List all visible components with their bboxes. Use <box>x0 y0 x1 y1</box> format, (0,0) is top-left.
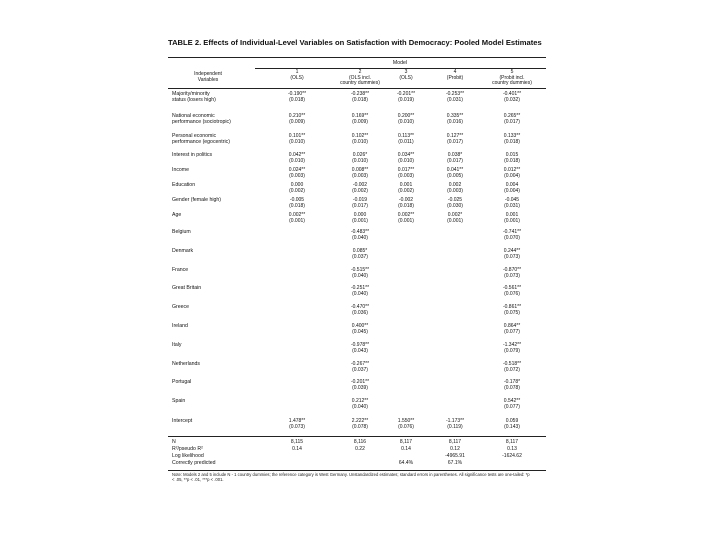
table-cell-estimate: 1.550** <box>397 418 415 424</box>
summary-cell: 8,115 <box>290 439 304 445</box>
table-cell-std-error: (0.045) <box>352 328 368 335</box>
table-cell-std-error: (0.010) <box>352 157 368 164</box>
table-cell-std-error: (0.018) <box>504 138 520 145</box>
table-cell-estimate: 0.542** <box>503 398 521 404</box>
table-cell-estimate: 0.041** <box>446 167 464 173</box>
table-cell-estimate: 0.002** <box>288 212 306 218</box>
table-cell-estimate: 0.008** <box>351 167 369 173</box>
table-cell-estimate: 0.017** <box>397 167 415 173</box>
table-cell-std-error: (0.003) <box>447 187 463 194</box>
table-cell-estimate: -0.178* <box>503 379 521 385</box>
summary-cell: 8,117 <box>505 439 519 445</box>
row-label: Majority/minority <box>172 91 210 97</box>
table-cell-std-error: (0.031) <box>447 96 463 103</box>
table-cell-estimate: -1.173** <box>445 418 465 424</box>
row-label: Belgium <box>172 229 191 235</box>
table-cell-std-error: (0.040) <box>352 272 368 279</box>
table-cell-std-error: (0.016) <box>447 118 463 125</box>
row-label: Denmark <box>172 248 194 254</box>
table-cell-std-error: (0.009) <box>352 118 368 125</box>
row-label: France <box>172 267 189 273</box>
table-cell-estimate: 0.400** <box>351 323 369 329</box>
table-cell-std-error: (0.002) <box>398 187 414 194</box>
table-cell-estimate: 0.001 <box>505 212 519 218</box>
table-cell-std-error: (0.036) <box>352 309 368 316</box>
table-cell-estimate: -0.002 <box>398 197 414 203</box>
table-cell-estimate: -0.005 <box>289 197 305 203</box>
table-cell-std-error: (0.003) <box>352 172 368 179</box>
table-cell-std-error: (0.010) <box>289 138 305 145</box>
row-label: status (losers high) <box>172 96 216 103</box>
title-rule <box>168 57 546 58</box>
model-spanner-rule <box>255 68 546 69</box>
column-header-1: 1 (OLS) <box>290 69 304 81</box>
table-cell-std-error: (0.040) <box>352 234 368 241</box>
table-cell-std-error: (0.077) <box>504 328 520 335</box>
table-cell-estimate: 0.002** <box>397 212 415 218</box>
column-header-0: Independent Variables <box>194 71 222 83</box>
table-cell-estimate: -0.870** <box>502 267 522 273</box>
table-cell-std-error: (0.039) <box>352 384 368 391</box>
table-cell-estimate: -0.045 <box>504 197 520 203</box>
table-cell-std-error: (0.075) <box>504 309 520 316</box>
table-cell-std-error: (0.076) <box>504 290 520 297</box>
table-cell-estimate: 0.169** <box>351 113 369 119</box>
row-label: Intercept <box>172 418 193 424</box>
header-rule <box>168 88 546 89</box>
table-cell-estimate: 0.000 <box>290 182 304 188</box>
row-label: National economic <box>172 113 215 119</box>
row-label: Great Britain <box>172 285 202 291</box>
table-cell-estimate: 0.004 <box>505 182 519 188</box>
table-cell-estimate: 0.102** <box>351 133 369 139</box>
table-cell-std-error: (0.010) <box>398 157 414 164</box>
table-cell-estimate: -0.978** <box>350 342 370 348</box>
row-label: performance (egocentric) <box>172 138 230 145</box>
table-cell-estimate: -0.238** <box>350 91 370 97</box>
table-cell-estimate: 0.101** <box>288 133 306 139</box>
table-cell-estimate: 1.478** <box>288 418 306 424</box>
table-cell-estimate: -0.251** <box>350 285 370 291</box>
table-cell-estimate: 0.212** <box>351 398 369 404</box>
table-cell-estimate: 0.034** <box>397 152 415 158</box>
summary-cell: 0.14 <box>401 446 411 452</box>
table-cell-estimate: -0.253** <box>445 91 465 97</box>
table-cell-std-error: (0.018) <box>504 157 520 164</box>
table-cell-estimate: -0.025 <box>447 197 463 203</box>
table-cell-estimate: 0.012** <box>503 167 521 173</box>
table-cell-estimate: -0.002 <box>352 182 368 188</box>
row-label: Ireland <box>172 323 188 329</box>
summary-cell: 0.22 <box>355 446 365 452</box>
table-cell-std-error: (0.070) <box>504 234 520 241</box>
table-cell-estimate: -0.741** <box>502 229 522 235</box>
table-cell-std-error: (0.001) <box>352 217 368 224</box>
table-cell-std-error: (0.043) <box>352 347 368 354</box>
table-cell-estimate: -0.190** <box>287 91 307 97</box>
table-cell-estimate: 0.133** <box>503 133 521 139</box>
table-cell-std-error: (0.077) <box>504 403 520 410</box>
row-label: Portugal <box>172 379 192 385</box>
table-cell-estimate: 0.001 <box>399 182 413 188</box>
table-cell-estimate: -0.201** <box>350 379 370 385</box>
column-header-5: 5 (Probit incl. country dummies) <box>492 69 532 87</box>
table-cell-std-error: (0.040) <box>352 290 368 297</box>
table-cell-std-error: (0.032) <box>504 96 520 103</box>
table-cell-estimate: -0.861** <box>502 304 522 310</box>
table-cell-std-error: (0.003) <box>289 172 305 179</box>
summary-label: Correctly predicted <box>172 460 216 466</box>
column-header-2: 2 (OLS incl. country dummies) <box>340 69 380 87</box>
table-cell-std-error: (0.031) <box>504 202 520 209</box>
table-cell-estimate: 0.127** <box>446 133 464 139</box>
table-cell-std-error: (0.001) <box>289 217 305 224</box>
summary-cell: 67.1% <box>447 460 463 466</box>
table-cell-estimate: -0.515** <box>350 267 370 273</box>
table-cell-std-error: (0.010) <box>289 157 305 164</box>
summary-cell: 64.4% <box>398 460 414 466</box>
table-cell-estimate: -0.201** <box>396 91 416 97</box>
table-cell-std-error: (0.018) <box>352 96 368 103</box>
table-cell-estimate: -0.561** <box>502 285 522 291</box>
table-cell-std-error: (0.017) <box>447 138 463 145</box>
table-cell-estimate: 0.085* <box>352 248 368 254</box>
table-cell-estimate: 0.335** <box>446 113 464 119</box>
bottom-rule <box>168 470 546 471</box>
row-label: Greece <box>172 304 190 310</box>
table-cell-estimate: 0.026* <box>352 152 368 158</box>
summary-cell: -4965.91 <box>445 453 465 459</box>
summary-cell: 0.13 <box>507 446 517 452</box>
table-cell-estimate: 0.038* <box>447 152 463 158</box>
row-label: Personal economic <box>172 133 217 139</box>
row-label: Gender (female high) <box>172 197 222 203</box>
row-label: performance (sociotropic) <box>172 118 231 125</box>
table-cell-std-error: (0.011) <box>398 138 414 145</box>
table-cell-estimate: 0.113** <box>397 133 415 139</box>
table-cell-estimate: 0.265** <box>503 113 521 119</box>
table-cell-std-error: (0.040) <box>352 403 368 410</box>
table-cell-std-error: (0.017) <box>447 157 463 164</box>
table-cell-estimate: 0.015 <box>505 152 519 158</box>
table-cell-std-error: (0.002) <box>352 187 368 194</box>
column-header-4: 4 (Probit) <box>446 69 464 81</box>
summary-cell: -1624.62 <box>502 453 522 459</box>
table-cell-estimate: 2.222** <box>351 418 369 424</box>
table-cell-std-error: (0.001) <box>504 217 520 224</box>
summary-cell: 0.12 <box>450 446 460 452</box>
table-cell-std-error: (0.018) <box>289 202 305 209</box>
summary-cell: 8,117 <box>448 439 462 445</box>
column-header-3: 3 (OLS) <box>399 69 413 81</box>
table-cell-estimate: 0.042** <box>288 152 306 158</box>
table-cell-estimate: -1.342** <box>502 342 522 348</box>
table-cell-estimate: -0.019 <box>352 197 368 203</box>
table-cell-std-error: (0.009) <box>289 118 305 125</box>
table-cell-std-error: (0.018) <box>398 202 414 209</box>
table-cell-estimate: 0.024** <box>288 167 306 173</box>
table-cell-estimate: -0.267** <box>350 361 370 367</box>
model-spanner-label: Model <box>392 60 408 66</box>
summary-label: Log likelihood <box>172 453 204 459</box>
table-cell-std-error: (0.004) <box>504 172 520 179</box>
table-cell-std-error: (0.018) <box>289 96 305 103</box>
table-cell-std-error: (0.004) <box>504 187 520 194</box>
summary-cell: 8,116 <box>353 439 367 445</box>
summary-label: N <box>172 439 176 445</box>
table-cell-std-error: (0.079) <box>504 347 520 354</box>
table-cell-std-error: (0.001) <box>398 217 414 224</box>
row-label: Income <box>172 167 190 173</box>
row-label: Spain <box>172 398 186 404</box>
row-label: Italy <box>172 342 182 348</box>
table-cell-std-error: (0.010) <box>352 138 368 145</box>
table-title: TABLE 2. Effects of Individual-Level Variables on Satisfaction with Democracy: Pooled Model Estimates <box>168 38 542 47</box>
table-cell-std-error: (0.030) <box>447 202 463 209</box>
table-cell-std-error: (0.002) <box>289 187 305 194</box>
table-cell-estimate: 0.002 <box>448 182 462 188</box>
table-cell-std-error: (0.001) <box>447 217 463 224</box>
table-cell-estimate: 0.002* <box>447 212 463 218</box>
table-cell-estimate: -0.518** <box>502 361 522 367</box>
table-cell-std-error: (0.037) <box>352 366 368 373</box>
table-cell-std-error: (0.010) <box>398 118 414 125</box>
summary-cell: 0.14 <box>292 446 302 452</box>
table-cell-std-error: (0.005) <box>447 172 463 179</box>
table-cell-std-error: (0.073) <box>504 253 520 260</box>
table-cell-estimate: 0.210** <box>288 113 306 119</box>
table-note: Note: Models 2 and 5 include N - 1 country dummies; the reference category is West Germany. Unstandardized estimates; standard errors in parentheses. All significance tests are one-tailed: *p < .05, **p < .01, ***p < .001. <box>172 472 530 483</box>
table-cell-std-error: (0.003) <box>398 172 414 179</box>
intercept-rule <box>168 436 546 437</box>
table-cell-estimate: -0.483** <box>350 229 370 235</box>
table-document <box>160 30 550 510</box>
row-label: Age <box>172 212 182 218</box>
table-cell-std-error: (0.143) <box>504 423 520 430</box>
table-cell-std-error: (0.078) <box>352 423 368 430</box>
table-cell-std-error: (0.078) <box>504 384 520 391</box>
row-label: Netherlands <box>172 361 200 367</box>
row-label: Interest in politics <box>172 152 213 158</box>
table-cell-std-error: (0.072) <box>504 366 520 373</box>
table-cell-estimate: 0.000 <box>353 212 367 218</box>
table-cell-std-error: (0.073) <box>289 423 305 430</box>
table-cell-std-error: (0.073) <box>504 272 520 279</box>
table-cell-estimate: -0.401** <box>502 91 522 97</box>
table-cell-estimate: -0.470** <box>350 304 370 310</box>
table-cell-std-error: (0.076) <box>398 423 414 430</box>
table-cell-estimate: 0.244** <box>503 248 521 254</box>
summary-label: R²/pseudo R² <box>172 446 203 452</box>
summary-cell: 8,117 <box>399 439 413 445</box>
table-cell-std-error: (0.017) <box>352 202 368 209</box>
table-cell-std-error: (0.119) <box>447 423 463 430</box>
table-cell-std-error: (0.019) <box>398 96 414 103</box>
table-cell-std-error: (0.017) <box>504 118 520 125</box>
table-cell-std-error: (0.037) <box>352 253 368 260</box>
table-cell-estimate: 0.864** <box>503 323 521 329</box>
table-cell-estimate: 0.059 <box>505 418 519 424</box>
table-cell-estimate: 0.200** <box>397 113 415 119</box>
row-label: Education <box>172 182 196 188</box>
